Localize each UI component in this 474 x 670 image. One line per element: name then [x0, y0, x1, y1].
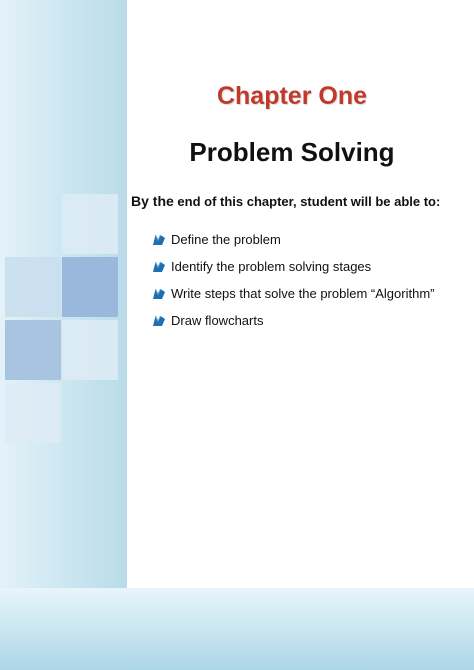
- objective-item: [152, 307, 434, 334]
- objective-item: [152, 253, 434, 280]
- objectives-list: [152, 226, 434, 334]
- decorative-tile: [5, 320, 61, 380]
- intro-lead: By the: [131, 193, 174, 209]
- decorative-tile: [5, 257, 61, 317]
- decorative-tile: [62, 194, 118, 254]
- bottom-decorative-band: [0, 588, 474, 670]
- objective-text: Identify the problem solving stages: [171, 259, 372, 274]
- decorative-tile: [5, 383, 61, 443]
- intro-rest: end of this chapter, student will be able to:: [173, 194, 441, 209]
- objective-text: Draw flowcharts: [171, 313, 264, 328]
- objective-item: [152, 226, 434, 253]
- objectives-intro: [131, 193, 440, 209]
- objective-text: Write steps that solve the problem “Algorithm”: [171, 286, 435, 301]
- arrow-bullet-icon: [152, 234, 166, 246]
- chapter-label: Chapter One: [216, 82, 368, 110]
- arrow-bullet-icon: [152, 315, 166, 327]
- chapter-title: Problem Solving: [189, 137, 395, 167]
- objective-item: [152, 280, 434, 307]
- arrow-bullet-icon: [152, 261, 166, 273]
- arrow-bullet-icon: [152, 288, 166, 300]
- decorative-tile: [62, 320, 118, 380]
- objective-text: Define the problem: [171, 232, 281, 247]
- decorative-tile: [62, 257, 118, 317]
